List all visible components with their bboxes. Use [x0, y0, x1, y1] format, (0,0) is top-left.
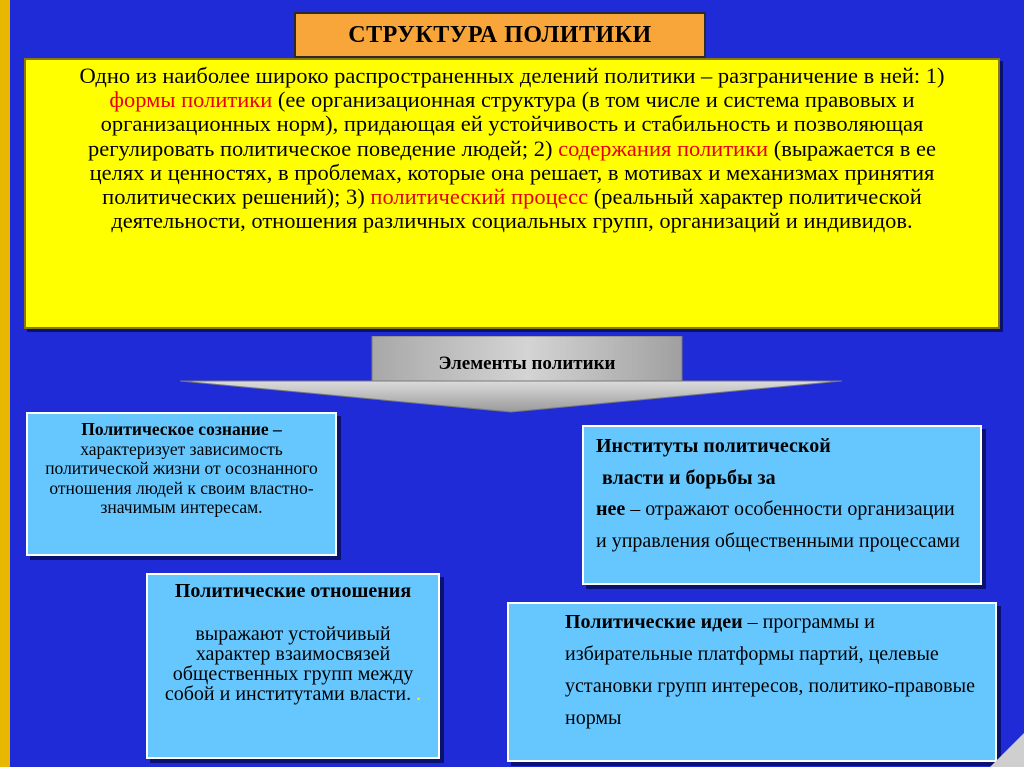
- intro-highlight-forms: формы политики: [109, 87, 273, 113]
- relations-body: [160, 624, 426, 704]
- card-political-ideas: [507, 602, 997, 762]
- intro-text-part-3: (выражается в ее целях и ценностях, в проблемах, которые она решает, в мотивах и механизмах принятия политических решений); 3): [89, 135, 936, 210]
- card-political-relations: [146, 573, 440, 759]
- institutes-title-line-1: Институты политической: [596, 435, 831, 457]
- card-political-institutes: [582, 425, 982, 585]
- institutes-title-line-3: нее: [596, 498, 626, 520]
- slide-title: СТРУКТУРА ПОЛИТИКИ: [294, 12, 706, 58]
- left-frame-strip: [0, 0, 10, 767]
- ideas-text: – программы и избирательные платформы партий, целевые установки групп интересов, политико-правовые нормы: [565, 611, 975, 729]
- relations-title: Политические отношения: [174, 580, 412, 602]
- institutes-title-line-2: власти и борьбы за: [602, 466, 776, 489]
- card-political-consciousness: [26, 412, 337, 556]
- consciousness-title: Политическое сознание –: [81, 419, 282, 439]
- relations-trailing-dot: .: [411, 683, 422, 705]
- intro-text-part-1: Одно из наиболее широко распространенных делений политики – разграничение в ней: 1): [79, 63, 945, 88]
- institutes-text: – отражают особенности организации и управления общественными процессами: [596, 498, 960, 552]
- intro-text-part-4: (реальный характер политической деятельности, отношения различных социальных групп, организаций и индивидов.: [111, 184, 922, 234]
- corner-decoration: [990, 733, 1024, 767]
- intro-text-part-2: (ее организационная структура (в том числе и система правовых и организационных норм), придающая ей устойчивость и стабильность и позволяющая регулировать политическое поведение людей; 2): [88, 87, 924, 161]
- intro-highlight-content: содержания политики: [558, 135, 769, 161]
- intro-text-box: [24, 58, 1000, 329]
- consciousness-text: характеризует зависимость политической жизни от осознанного отношения людей к своим властно-значимым интересам.: [45, 438, 318, 518]
- intro-highlight-process: политический процесс: [370, 184, 589, 210]
- relations-text: выражают устойчивый характер взаимосвязей общественных групп между собой и институтами власти.: [164, 623, 414, 705]
- ideas-title: Политические идеи: [565, 611, 743, 633]
- institutes-body: [596, 494, 968, 557]
- arrow-label: Элементы политики: [438, 353, 616, 374]
